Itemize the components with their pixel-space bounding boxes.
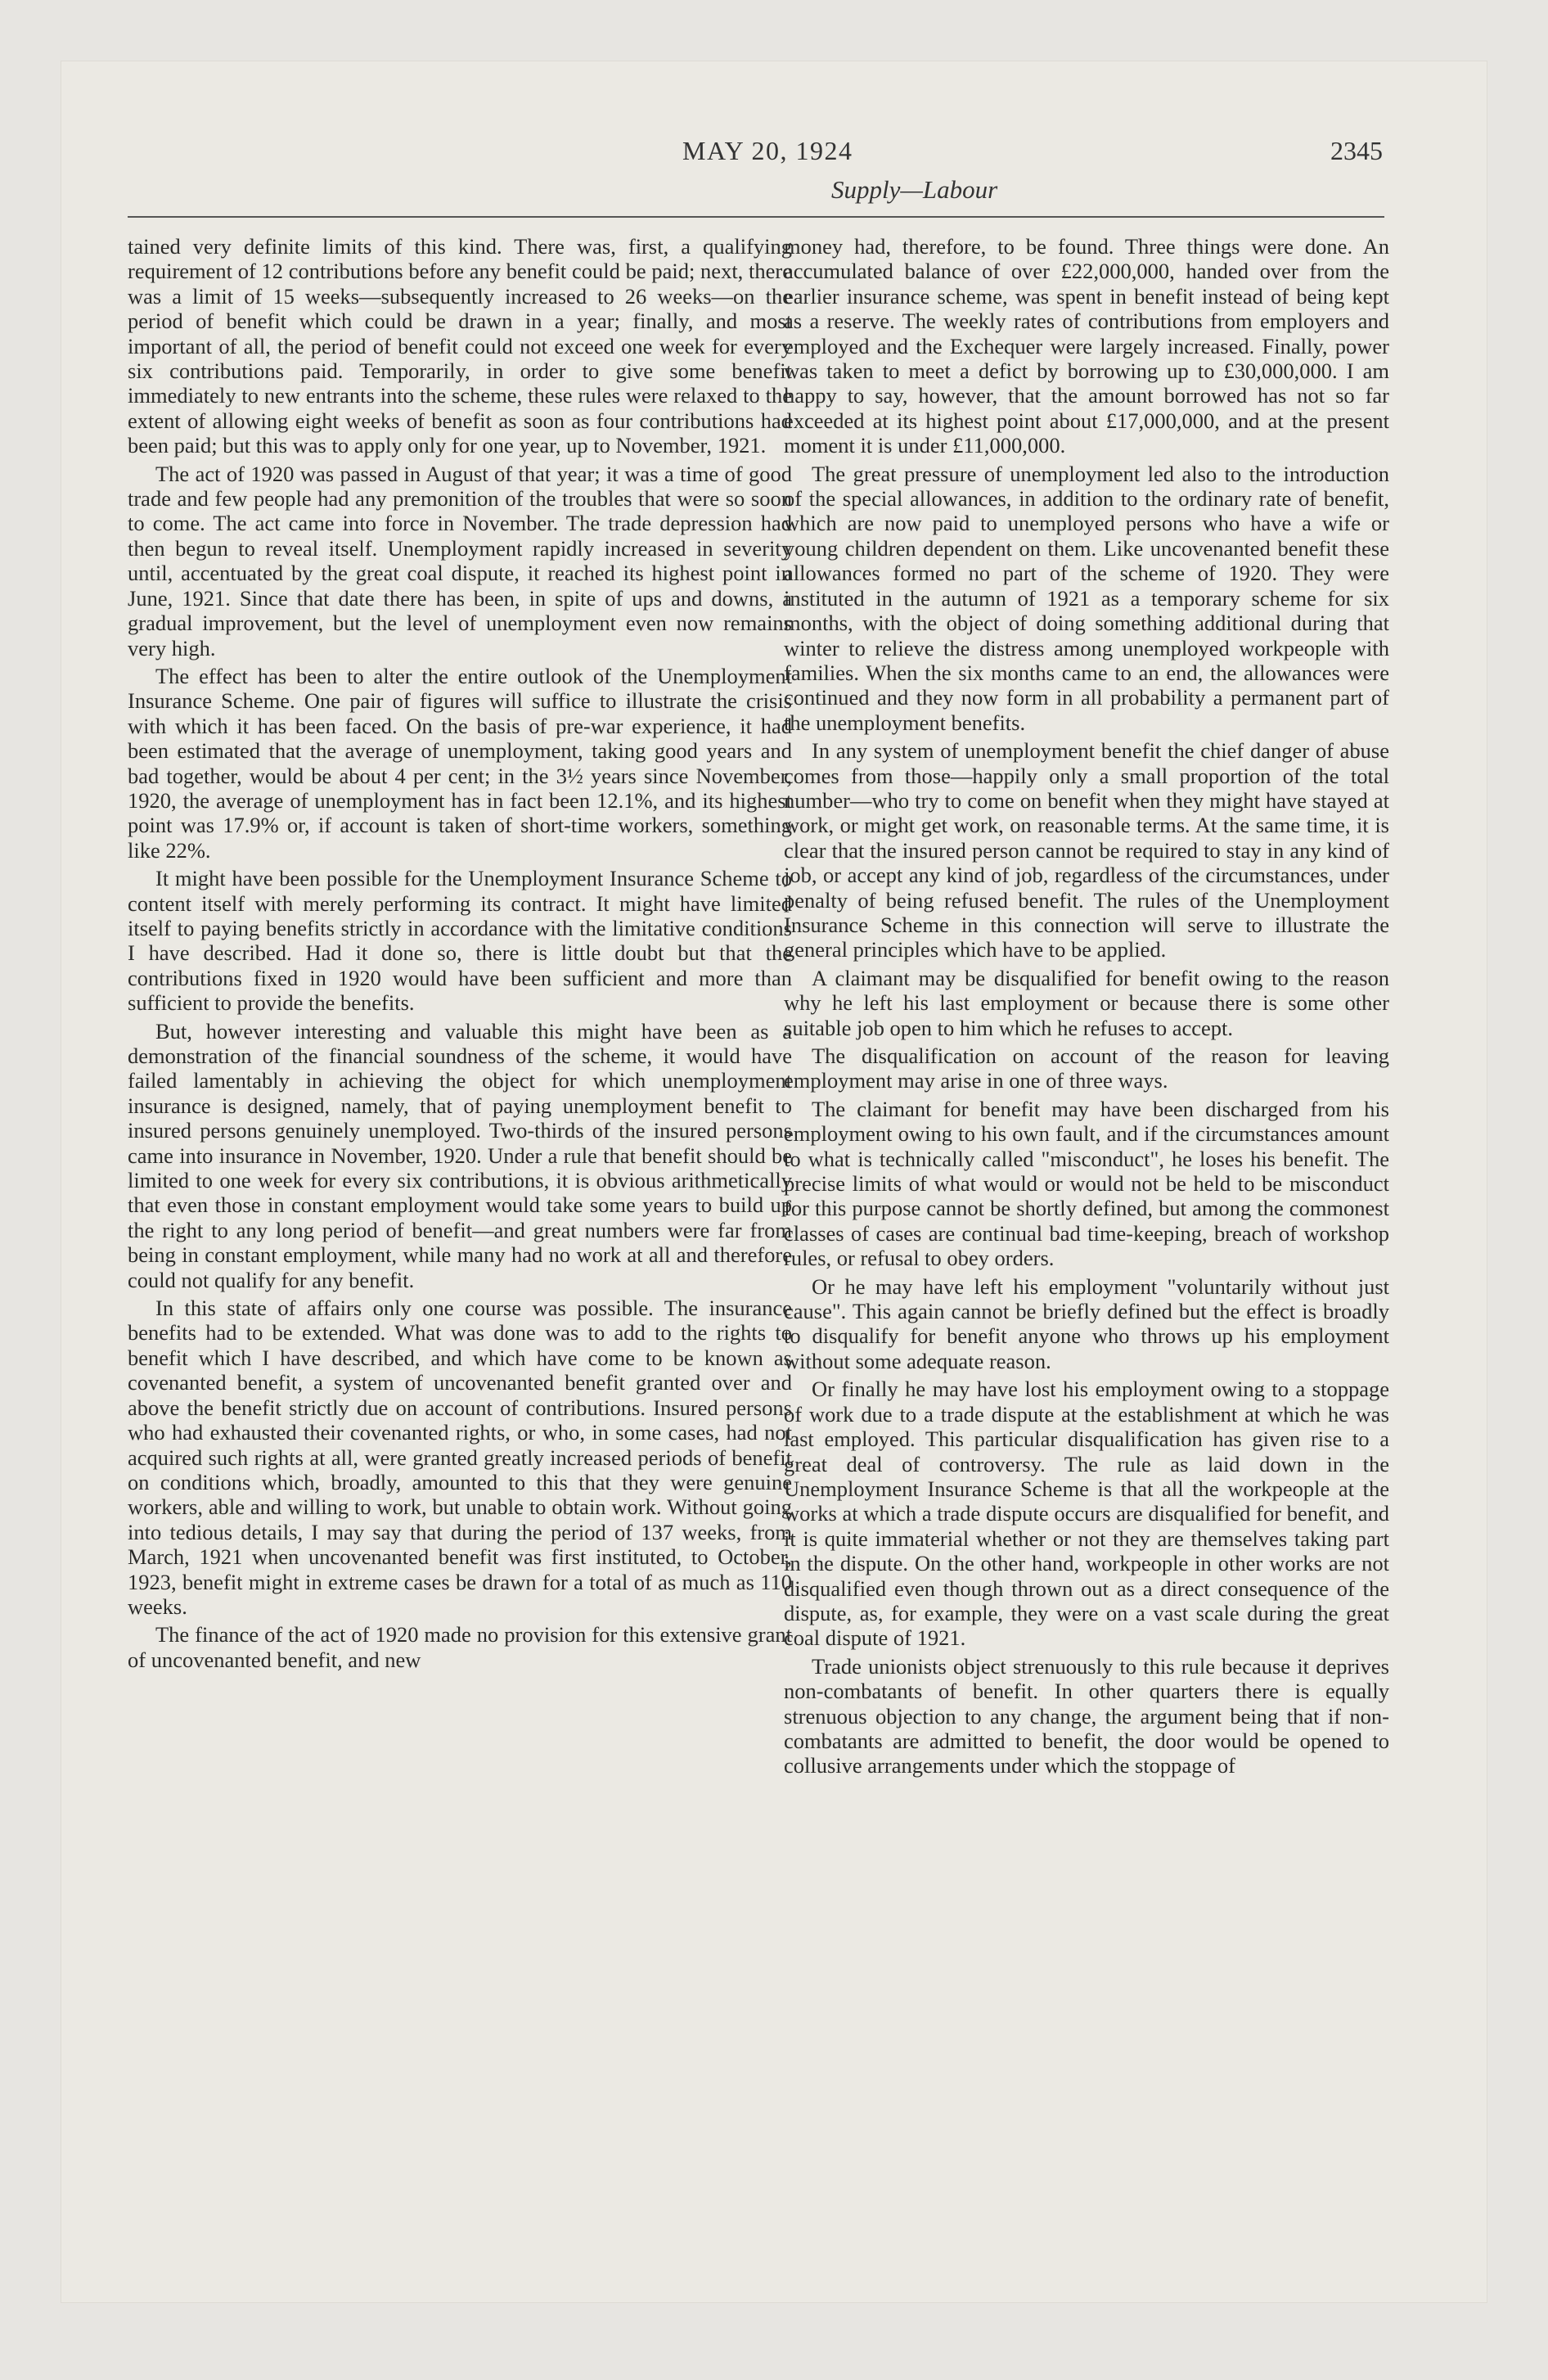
running-head: Supply—Labour <box>831 175 998 204</box>
paragraph: money had, therefore, to be found. Three things were done. An accumulated balance of over £22,000,000, handed over from the earlier insurance scheme, was spent in benefit instead of being kept as a reserve. The weekly rates of contributions from employers and employed and the Exchequer were largely increased. Finally, power was taken to meet a defict by borrowing up to £30,000,000. I am happy to say, however, that the amount borrowed has not so far exceeded at its highest point about £17,000,000, and at the present moment it is under £11,000,000. <box>784 234 1389 458</box>
right-column <box>784 234 1389 2264</box>
page-number: 2345 <box>1330 136 1383 165</box>
paragraph: Or finally he may have lost his employment owing to a stoppage of work due to a trade dispute at the establishment at which he was last employed. This particular disqualification has given rise to a great deal of controversy. The rule as laid down in the Unemployment Insurance Scheme is that all the workpeople at the works at which a trade dispute occurs are disqualified for benefit, and it is quite immaterial whether or not they are themselves taking part in the dispute. On the other hand, workpeople in other works are not disqualified even though thrown out as a direct consequence of the dispute, as, for example, they were on a vast scale during the great coal dispute of 1921. <box>784 1377 1389 1651</box>
paragraph: Trade unionists object strenuously to this rule because it deprives non-combatants of benefit. In other quarters there is equally strenuous objection to any change, the argument being that if non-combatants are admitted to benefit, the door would be opened to collusive arrangements under which the stoppage of <box>784 1653 1389 1778</box>
paragraph: The finance of the act of 1920 made no provision for this extensive grant of uncovenanted benefit, and new <box>128 1622 792 1672</box>
page-header <box>61 61 1487 257</box>
paragraph: In any system of unemployment benefit the chief danger of abuse comes from those—happily only a small proportion of the total number—who try to come on benefit when they might have stayed at work, or might get work, on reasonable terms. At the same time, it is clear that the insured person cannot be required to stay in any kind of job, or accept any kind of job, regardless of the circumstances, under penalty of being refused benefit. The rules of the Unemployment Insurance Scheme in this connection will serve to illustrate the general principles which have to be applied. <box>784 738 1389 962</box>
paragraph: The claimant for benefit may have been discharged from his employment owing to his own fault, and if the circumstances amount to what is technically called "misconduct", he loses his benefit. The precise limits of what would or would not be held to be misconduct for this purpose cannot be shortly defined, but among the commonest classes of cases are continual bad time-keeping, breach of workshop rules, or refusal to obey orders. <box>784 1096 1389 1271</box>
paragraph: In this state of affairs only one course was possible. The insurance benefits had to be extended. What was done was to add to the rights to benefit which I have described, and which have come to be known as covenanted benefit, a system of uncovenanted benefit granted over and above the benefit strictly due on account of contributions. Insured persons who had exhausted their covenanted rights, or who, in some cases, had not acquired such rights at all, were granted greatly increased periods of benefit on conditions which, broadly, amounted to this that they were genuine workers, able and willing to work, but unable to obtain work. Without going into tedious details, I may say that during the period of 137 weeks, from March, 1921 when uncovenanted benefit was first instituted, to October, 1923, benefit might in extreme cases be drawn for a total of as much as 110 weeks. <box>128 1296 792 1619</box>
paragraph: The act of 1920 was passed in August of that year; it was a time of good trade and few people had any premonition of the troubles that were so soon to come. The act came into force in November. The trade depression had then begun to reveal itself. Unemployment rapidly increased in severity until, accentuated by the great coal dispute, it reached its highest point in June, 1921. Since that date there has been, in spite of ups and downs, a gradual improvement, but the level of unemployment even now remains very high. <box>128 461 792 660</box>
header-rule-right <box>785 216 1384 218</box>
paragraph: Or he may have left his employment "voluntarily without just cause". This again cannot be briefly defined but the effect is broadly to disqualify for benefit anyone who throws up his employment without some adequate reason. <box>784 1273 1389 1373</box>
paragraph: The great pressure of unemployment led also to the introduction of the special allowances, in addition to the ordinary rate of benefit, which are now paid to unemployed persons who have a wife or young children dependent on them. Like uncovenanted benefit these allowances formed no part of the scheme of 1920. They were instituted in the autumn of 1921 as a temporary scheme for six months, with the object of doing something additional during that winter to relieve the distress among unemployed workpeople with families. When the six months came to an end, the allowances were continued and they now form in all probability a permanent part of the unemployment benefits. <box>784 461 1389 735</box>
document-page <box>61 61 1487 2303</box>
paragraph: The disqualification on account of the reason for leaving employment may arise in one of three ways. <box>784 1044 1389 1093</box>
paragraph: The effect has been to alter the entire outlook of the Unemployment Insurance Scheme. One pair of figures will suffice to illustrate the crisis with which it has been faced. On the basis of pre-war experience, it had been estimated that the average of unemployment, taking good years and bad together, would be about 4 per cent; in the 3½ years since November, 1920, the average of unemployment has in fact been 12.1%, and its highest point was 17.9% or, if account is taken of short-time workers, something like 22%. <box>128 663 792 863</box>
paragraph: It might have been possible for the Unemployment Insurance Scheme to content itself with merely performing its contract. It might have limited itself to paying benefits strictly in accordance with the limitative conditions I have described. Had it done so, there is little doubt but that the contributions fixed in 1920 would have been sufficient and more than sufficient to provide the benefits. <box>128 866 792 1016</box>
paragraph: But, however interesting and valuable this might have been as a demonstration of the financial soundness of the scheme, it would have failed lamentably in achieving the object for which unemployment insurance is designed, namely, that of paying unemployment benefit to insured persons genuinely unemployed. Two-thirds of the insured persons came into insurance in November, 1920. Under a rule that benefit should be limited to one week for every six contributions, it is obvious arithmetically that even those in constant employment would take some years to build up the right to any long period of benefit—and great numbers were far from being in constant employment, while many had no work at all and therefore could not qualify for any benefit. <box>128 1018 792 1292</box>
header-date: MAY 20, 1924 <box>682 136 853 165</box>
paragraph: tained very definite limits of this kind. There was, first, a qualifying requirement of 12 contributions before any benefit could be paid; next, there was a limit of 15 weeks—subsequently increased to 26 weeks—on the period of benefit which could be drawn in a year; finally, and most important of all, the period of benefit could not exceed one week for every six contributions paid. Temporarily, in order to give some benefit immediately to new entrants into the scheme, these rules were relaxed to the extent of allowing eight weeks of benefit as soon as four contributions had been paid; but this was to apply only for one year, up to November, 1921. <box>128 234 792 458</box>
left-column <box>128 234 792 2264</box>
header-rule-left <box>128 216 795 218</box>
paragraph: A claimant may be disqualified for benefit owing to the reason why he left his last employment or because there is some other suitable job open to him which he refuses to accept. <box>784 965 1389 1040</box>
